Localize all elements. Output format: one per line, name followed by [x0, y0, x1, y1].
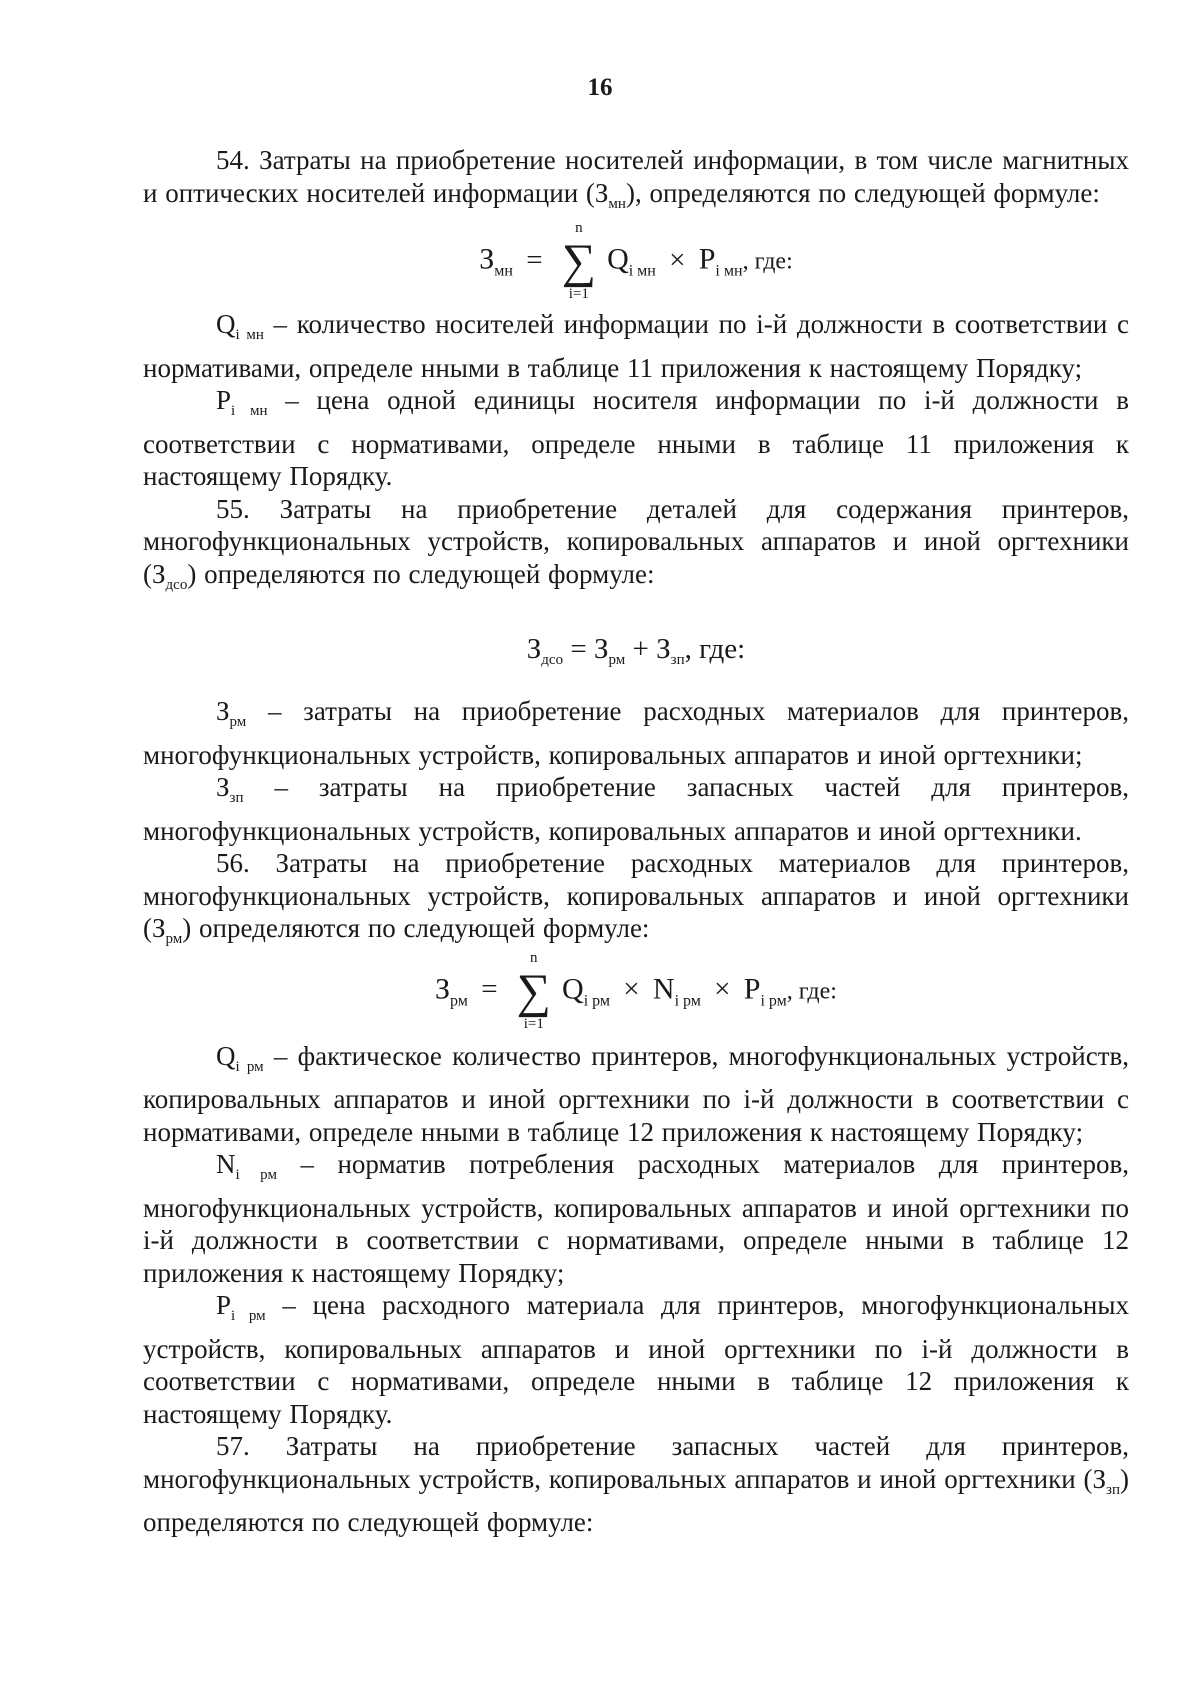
definition-p-mn-text: – цена одной единицы носителя информации по i-й должности в соответствии с нормативами, определе нными в таблице 11 приложения к настоящему Порядку.	[143, 385, 1130, 491]
paragraph-57-subscript: зп	[1106, 1481, 1120, 1498]
definition-p-rm-text: – цена расходного материала для принтеров, многофункциональных устройств, копировальных аппаратов и иной оргтехники по i-й должности в соответствии с нормативами, определе нными в таблице 12 приложения к настоящему Порядку.	[143, 1290, 1129, 1429]
paragraph-54-subscript: мн	[608, 195, 626, 212]
formula-54-times: ×	[669, 243, 686, 276]
formula-54	[143, 220, 1129, 308]
paragraph-54-text-a: 54. Затраты на приобретение носителей информации, в том числе магнитных и оптических носителей информации (З	[143, 145, 1129, 208]
definition-q-mn-text: – количество носителей информации по i-й должности в соответствии с нормативами, определе нными в таблице 11 приложения к настоящему Порядку;	[143, 309, 1130, 383]
paragraph-57-text-b: ) определяются по следующей формуле:	[143, 1463, 1129, 1537]
definition-q-rm-sub: i рм	[235, 1058, 264, 1075]
page-number: 16	[587, 74, 613, 101]
definition-p-mn-sub: i мн	[231, 403, 268, 419]
paragraph-55-subscript: дсо	[165, 576, 188, 593]
definition-p-mn-symbol: P	[216, 385, 232, 415]
formula-54-p-sub: i мн	[715, 262, 743, 280]
definition-q-rm-text: – фактическое количество принтеров, многофункциональных устройств, копировальных аппаратов и иной оргтехники по i-й должности в соответствии с нормативами, определе нными в таблице 12 приложения к настоящему Порядку;	[143, 1040, 1129, 1147]
formula-55-term-b: З	[656, 633, 671, 665]
paragraph-57	[143, 1430, 1129, 1539]
formula-54-lhs-sub: мн	[494, 262, 513, 280]
formula-55	[143, 617, 1129, 681]
definition-z-zp-symbol: З	[216, 772, 230, 802]
paragraph-54	[143, 144, 1129, 220]
formula-55-term-a: З	[593, 633, 609, 665]
definition-z-rm-symbol: З	[216, 696, 230, 726]
formula-54-expression	[479, 220, 793, 302]
formula-56	[143, 949, 1129, 1040]
formula-56-q-sub: i рм	[583, 992, 611, 1010]
paragraph-57-text-a: 57. Затраты на приобретение запасных частей для принтеров, многофункциональных устройств, копировальных аппаратов и иной оргтехники (З	[143, 1431, 1129, 1494]
formula-54-tail: , где:	[742, 248, 793, 275]
formula-56-lhs-sub: рм	[450, 992, 468, 1010]
definition-n-rm	[143, 1148, 1129, 1289]
formula-54-equals: =	[526, 243, 543, 276]
formula-56-expression	[435, 949, 837, 1032]
paragraph-56-subscript: рм	[165, 931, 183, 947]
definition-z-rm-sub: рм	[229, 714, 247, 730]
formula-54-sum	[561, 220, 597, 302]
formula-54-sum-lower: i=1	[568, 286, 589, 302]
definition-z-rm-text: – затраты на приобретение расходных материалов для принтеров, многофункциональных устройств, копировальных аппаратов и иной оргтехники;	[143, 696, 1129, 770]
definition-q-mn	[143, 308, 1129, 384]
definition-n-rm-sub: i рм	[235, 1167, 277, 1183]
formula-54-q: Q	[607, 242, 629, 276]
paragraph-55-text-a: 55. Затраты на приобретение деталей для содержания принтеров, многофункциональных устройств, копировальных аппаратов и иной оргтехники (З	[143, 493, 1129, 589]
sigma-symbol: ∑	[561, 235, 597, 288]
formula-56-times-1: ×	[623, 973, 640, 1006]
formula-56-equals: =	[481, 973, 498, 1006]
document-body	[143, 144, 1129, 1539]
definition-z-zp	[143, 771, 1129, 847]
definition-p-rm-sub: i рм	[231, 1308, 266, 1324]
paragraph-54-text-b: ), определяются по следующей формуле:	[625, 177, 1100, 208]
formula-56-sum-upper: n	[530, 949, 538, 966]
formula-55-equals: =	[563, 633, 594, 665]
formula-55-term-a-sub: рм	[608, 652, 626, 668]
definition-q-mn-symbol: Q	[216, 309, 236, 339]
formula-54-q-sub: i мн	[628, 262, 656, 280]
definition-p-mn	[143, 384, 1129, 493]
definition-p-rm	[143, 1289, 1129, 1430]
formula-56-times-2: ×	[714, 973, 731, 1006]
definition-q-mn-sub: i мн	[235, 327, 264, 343]
formula-56-lhs: З	[435, 972, 451, 1006]
formula-55-lhs-sub: дсо	[541, 652, 564, 668]
definition-n-rm-text: – норматив потребления расходных материалов для принтеров, многофункциональных устройств, копировальных аппаратов и иной оргтехники по i-й должности в соответствии с нормативами, определе нными в таблице 12 приложения к настоящему Порядку;	[143, 1149, 1129, 1288]
formula-56-n: N	[652, 972, 675, 1006]
definition-z-zp-text: – затраты на приобретение запасных частей для принтеров, многофункциональных устройств, копировальных аппаратов и иной оргтехники.	[143, 772, 1129, 846]
definition-z-rm	[143, 695, 1129, 771]
formula-56-p-sub: i рм	[760, 992, 787, 1010]
formula-55-term-b-sub: зп	[670, 652, 685, 668]
formula-54-p: P	[698, 242, 716, 276]
sigma-symbol: ∑	[516, 964, 552, 1018]
definition-q-rm	[143, 1040, 1129, 1149]
formula-55-lhs: З	[526, 633, 542, 665]
formula-56-sum	[516, 949, 552, 1032]
formula-56-p: P	[743, 972, 761, 1006]
definition-z-zp-sub: зп	[229, 790, 244, 806]
formula-56-sum-lower: i=1	[523, 1015, 544, 1032]
paragraph-56-text-b: ) определяются по следующей формуле:	[182, 913, 650, 943]
definition-q-rm-symbol: Q	[216, 1040, 236, 1071]
definition-n-rm-symbol: N	[216, 1149, 236, 1179]
formula-56-q: Q	[562, 972, 584, 1006]
formula-55-tail: , где:	[684, 633, 746, 665]
paragraph-55-text-b: ) определяются по следующей формуле:	[187, 558, 655, 589]
paragraph-55	[143, 493, 1129, 602]
paragraph-56-text-a: 56. Затраты на приобретение расходных материалов для принтеров, многофункциональных устройств, копировальных аппаратов и иной оргтехники (З	[143, 848, 1129, 943]
formula-56-n-sub: i рм	[674, 992, 701, 1010]
paragraph-56	[143, 847, 1129, 956]
formula-56-tail: , где:	[786, 978, 837, 1005]
formula-54-lhs: З	[479, 242, 495, 276]
definition-p-rm-symbol: P	[216, 1290, 232, 1320]
formula-55-plus: +	[625, 633, 657, 665]
formula-54-sum-upper: n	[575, 220, 583, 236]
